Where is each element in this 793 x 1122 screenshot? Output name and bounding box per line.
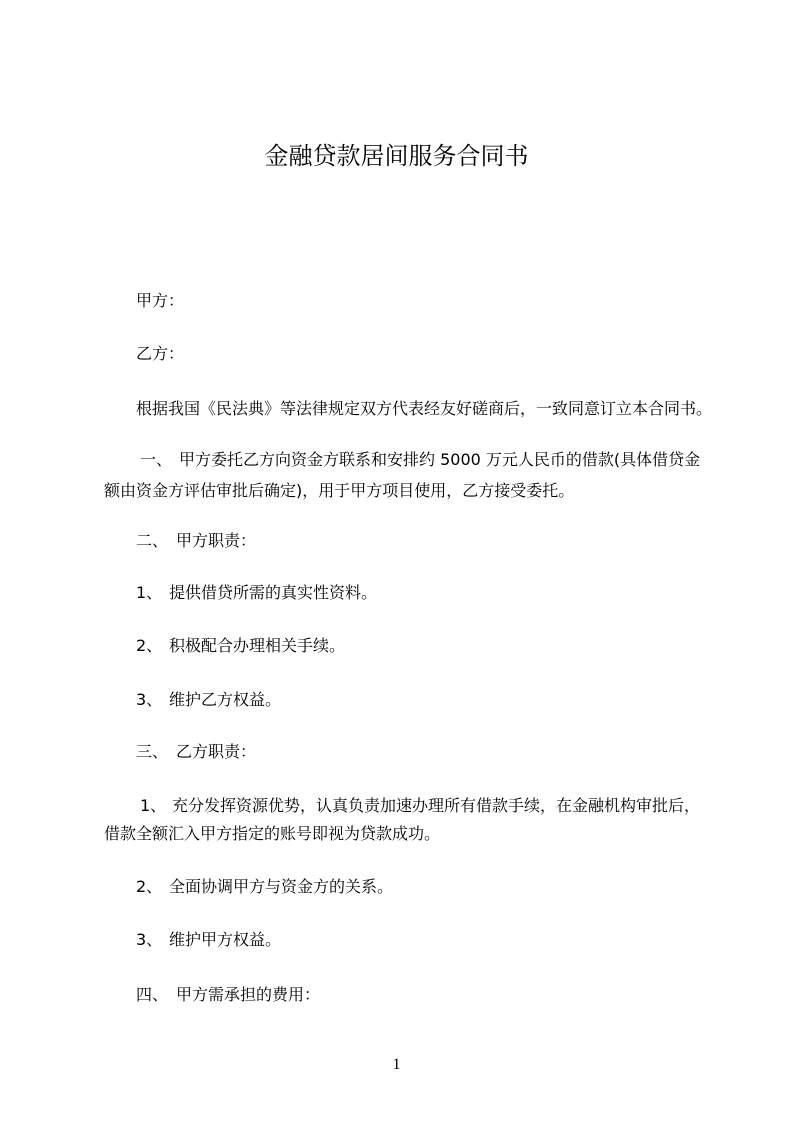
section2-item1-number: 1、 — [136, 583, 163, 602]
section2-item3-number: 3、 — [136, 690, 163, 709]
section3-heading: 乙方职责： — [176, 742, 257, 761]
section3-item2-text: 全面协调甲方与资金方的关系。 — [169, 877, 394, 896]
section3-item1-number: 1、 — [140, 796, 167, 815]
party-a-label: 甲方： — [136, 291, 185, 310]
section3-number: 三、 — [136, 742, 169, 761]
section2-heading: 甲方职责： — [176, 531, 257, 550]
section4-number: 四、 — [136, 985, 169, 1004]
party-b-label: 乙方： — [136, 344, 185, 363]
section3-item2-number: 2、 — [136, 877, 163, 896]
section4-heading: 甲方需承担的费用： — [176, 985, 321, 1004]
section1-line2: 额由资金方评估审批后确定)，用于甲方项目使用，乙方接受委托。 — [104, 481, 575, 500]
section2-item2-text: 积极配合办理相关手续。 — [169, 636, 346, 655]
section3-item1-line2: 借款全额汇入甲方指定的账号即视为贷款成功。 — [104, 824, 441, 843]
section1-number: 一、 — [140, 450, 173, 469]
page-number: 1 — [392, 1056, 401, 1073]
section1-line1: 甲方委托乙方向资金方联系和安排约 5000 万元人民币的借款(具体借贷金 — [179, 450, 701, 469]
section3-item1-line1: 充分发挥资源优势，认真负责加速办理所有借款手续，在金融机构审批后， — [172, 796, 701, 815]
section2-item1-text: 提供借贷所需的真实性资料。 — [169, 583, 378, 602]
section2-item3-text: 维护乙方权益。 — [169, 690, 282, 709]
section3-item3-text: 维护甲方权益。 — [169, 930, 282, 949]
preamble-text: 根据我国《民法典》等法律规定双方代表经友好磋商后，一致同意订立本合同书。 — [136, 399, 713, 418]
section2-item2-number: 2、 — [136, 636, 163, 655]
section3-item3-number: 3、 — [136, 930, 163, 949]
document-title: 金融贷款居间服务合同书 — [264, 142, 529, 170]
section2-number: 二、 — [136, 531, 169, 550]
